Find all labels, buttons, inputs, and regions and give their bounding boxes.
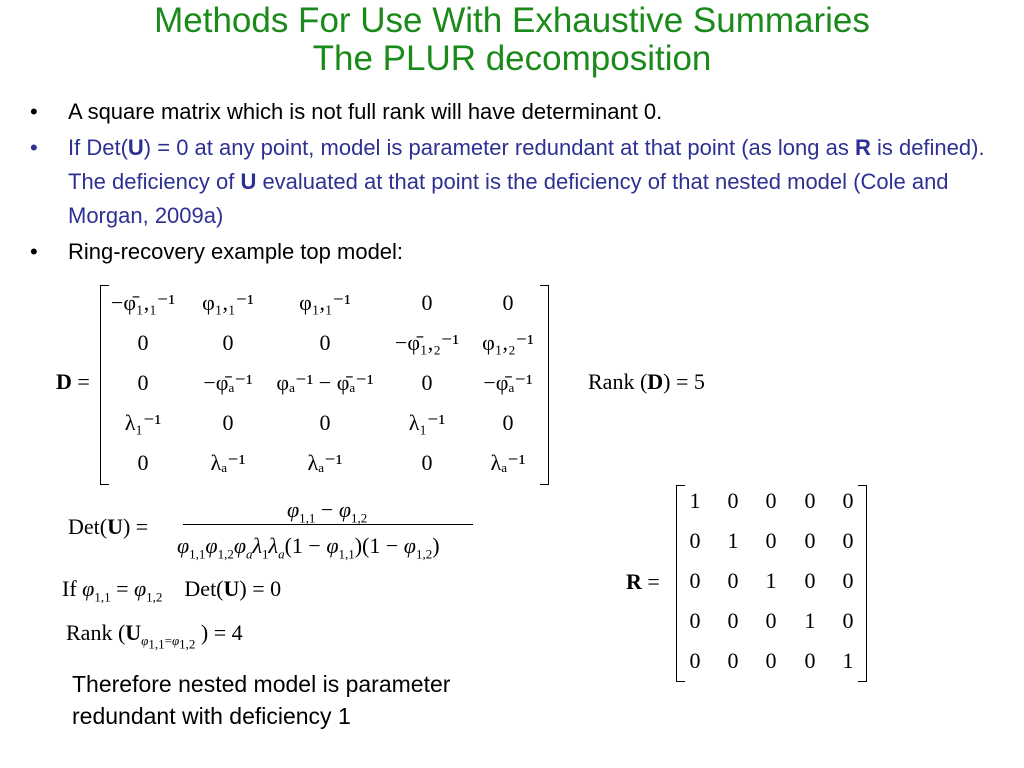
matrix-r-cell: 0: [727, 648, 739, 673]
matrix-r-label: R =: [626, 569, 660, 594]
bullet-3-text: Ring-recovery example top model:: [68, 239, 404, 264]
det-u-denominator: $\varphi_{1,1}\varphi_{1,2}\varphi_a\lambda_1\lambda_a(1 - \varphi_{1,1})(1 - \varphi_{1,2})$: [177, 533, 440, 562]
bullet-2: • If Det(U) = 0 at any point, model is parameter redundant at that point (as long as R is defined). The deficiency of U evaluated at that point is the deficiency of that nested model (Cole and Morgan, 2009a): [30, 135, 985, 228]
title-line-1: Methods For Use With Exhaustive Summaries: [154, 1, 870, 40]
matrix-r-cell: 0: [842, 608, 854, 633]
matrix-r-cell: 0: [842, 528, 854, 553]
matrix-d-cell: φ₁,₂⁻¹: [482, 330, 534, 355]
matrix-r-cell: 0: [689, 528, 701, 553]
matrix-r-cell: 0: [727, 608, 739, 633]
matrix-r-cell: 0: [804, 648, 816, 673]
matrix-d-cell: 0: [137, 370, 149, 395]
matrix-r-left-bracket: [676, 485, 685, 682]
matrix-r-cell: 0: [689, 608, 701, 633]
matrix-d-cell: 0: [502, 290, 514, 315]
matrix-d-cell: 0: [421, 290, 433, 315]
matrix-d-cell: λₐ⁻¹: [210, 450, 246, 475]
matrix-d-cell: φₐ⁻¹ − φ̄ₐ⁻¹: [276, 370, 374, 395]
matrix-d-label: D =: [56, 369, 90, 394]
matrix-r-cell: 0: [765, 608, 777, 633]
det-u-lhs: Det(U) =: [68, 514, 149, 539]
title-line-2: The PLUR decomposition: [312, 39, 712, 78]
matrix-r-cell: 0: [765, 648, 777, 673]
matrix-r-cell: 0: [689, 648, 701, 673]
matrix-d-right-bracket: [540, 285, 549, 485]
matrix-r-cell: 0: [804, 528, 816, 553]
matrix-d-cell: 0: [137, 450, 149, 475]
matrix-d-cell: 0: [502, 410, 514, 435]
matrix-r-cell: 0: [765, 488, 777, 513]
det-u-numerator: $\varphi_{1,1} - \varphi_{1,2}$: [287, 497, 368, 526]
matrix-r-cell: 0: [842, 568, 854, 593]
matrix-r-cell: 0: [727, 488, 739, 513]
rank-u: Rank ($U_{\varphi_{1,1}=\varphi_{1,2}}$ ) = 4: [66, 620, 243, 652]
matrix-d-cell: 0: [421, 450, 433, 475]
matrix-d-cell: −φ̄ₐ⁻¹: [203, 370, 253, 395]
matrix-d-cell: λₐ⁻¹: [307, 450, 343, 475]
bullet-1: • A square matrix which is not full rank will have determinant 0.: [30, 99, 663, 124]
matrix-d-cell: 0: [319, 410, 331, 435]
matrix-d-cell: 0: [222, 410, 234, 435]
matrix-d-cell: λₐ⁻¹: [490, 450, 526, 475]
slide-title: [0, 2, 1024, 78]
matrix-d-cell: 0: [319, 330, 331, 355]
matrix-r-cell: 1: [689, 488, 701, 513]
matrix-r-cell: 0: [727, 568, 739, 593]
bullet-1-text: A square matrix which is not full rank will have determinant 0.: [68, 99, 663, 124]
matrix-r-cell: 0: [804, 488, 816, 513]
matrix-d-cell: −φ̄₁,₁⁻¹: [110, 290, 176, 315]
matrix-r-cell: 1: [804, 608, 816, 633]
matrix-r-cell: 0: [842, 488, 854, 513]
matrix-r-cell: 1: [727, 528, 739, 553]
matrix-d-cell: 0: [137, 330, 149, 355]
bullet-list: [30, 95, 1000, 271]
matrix-d-cell: λ₁⁻¹: [408, 410, 446, 435]
conclusion-text: [72, 668, 450, 732]
matrix-r-cell: 0: [765, 528, 777, 553]
conclusion-line-2: redundant with deficiency 1: [72, 703, 351, 729]
matrix-d-cell: −φ̄₁,₂⁻¹: [394, 330, 460, 355]
bullet-3: • Ring-recovery example top model:: [30, 239, 404, 264]
bullet-2-text: If Det(U) = 0 at any point, model is parameter redundant at that point (as long as R is defined). The deficiency of U evaluated at that point is the deficiency of that nested model (Cole and Morgan, 2009a): [68, 135, 985, 228]
if-condition: If $\varphi_{1,1} = \varphi_{1,2}$ Det(U) = 0: [62, 576, 282, 605]
matrix-d-cell: −φ̄ₐ⁻¹: [483, 370, 533, 395]
matrix-r-cell: 1: [842, 648, 854, 673]
fraction-bar: [183, 524, 473, 525]
matrix-d-cell: 0: [421, 370, 433, 395]
matrix-d-cell: 0: [222, 330, 234, 355]
matrix-r-right-bracket: [858, 485, 867, 682]
matrix-r-cell: 0: [804, 568, 816, 593]
matrix-d-cell: φ₁,₁⁻¹: [299, 290, 351, 315]
matrix-d-cell: φ₁,₁⁻¹: [202, 290, 254, 315]
rank-d: Rank (D) = 5: [588, 369, 705, 394]
matrix-r-cell: 0: [689, 568, 701, 593]
matrix-d-cell: λ₁⁻¹: [124, 410, 162, 435]
conclusion-line-1: Therefore nested model is parameter: [72, 671, 451, 697]
matrix-d-left-bracket: [100, 285, 109, 485]
matrix-r-cell: 1: [765, 568, 777, 593]
